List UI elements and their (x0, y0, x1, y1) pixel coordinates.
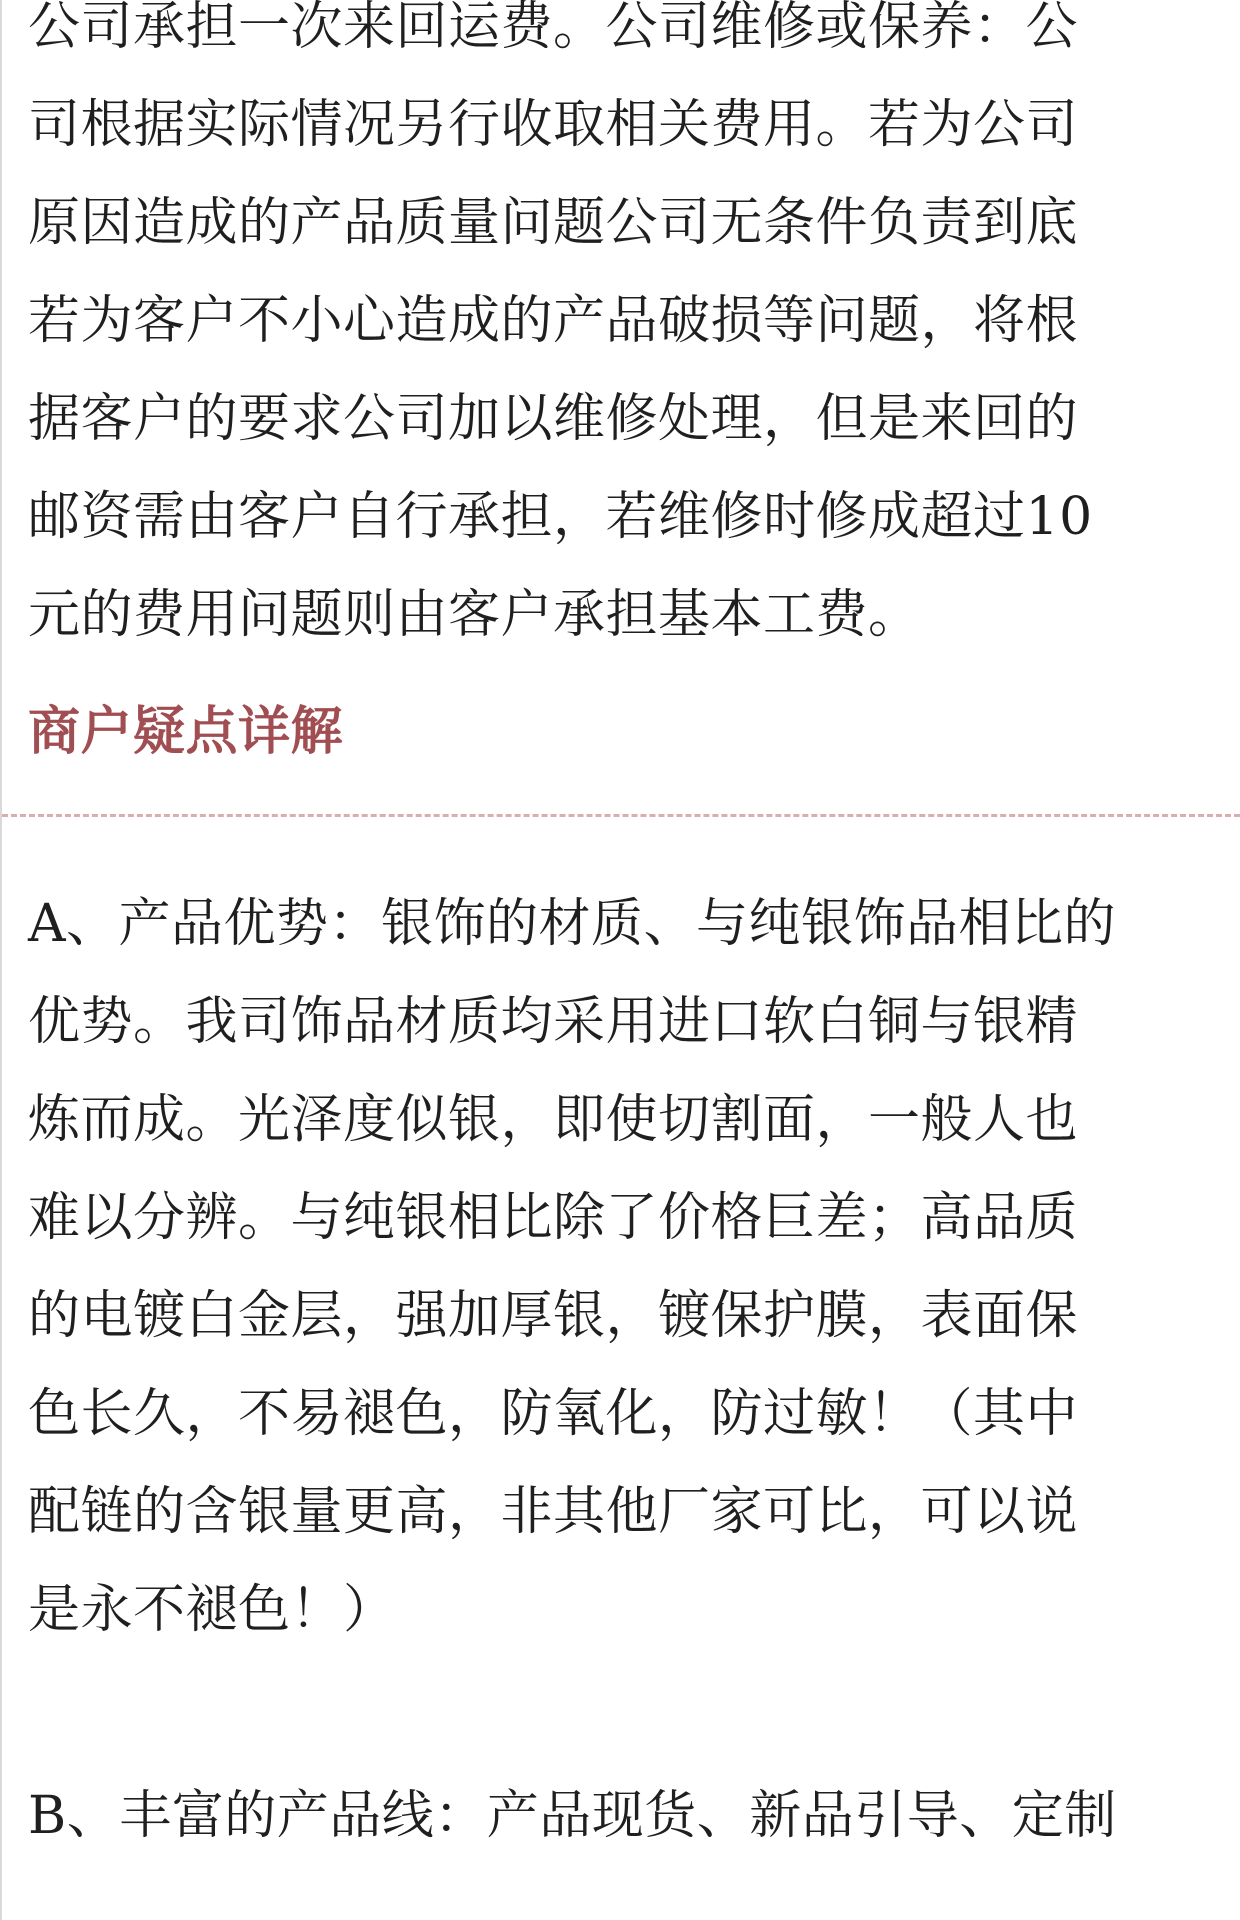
text-line: 元的费用问题则由客户承担基本工费。 (28, 585, 921, 645)
dashed-divider (2, 814, 1240, 817)
document-content (28, 0, 1200, 1865)
text-line: 优势。我司饰品材质均采用进口软白铜与银精 (28, 992, 1079, 1052)
paragraph-product-line (28, 1767, 1200, 1865)
text-line: 公司承担一次来回运费。公司维修或保养：公 (28, 0, 1079, 57)
text-line: A、产品优势：银饰的材质、与纯银饰品相比的 (28, 894, 1117, 954)
text-line: 炼而成。光泽度似银，即使切割面，一般人也 (28, 1090, 1079, 1150)
paragraph-product-advantage (28, 875, 1200, 1659)
text-line: 若为客户不小心造成的产品破损等问题，将根 (28, 291, 1079, 351)
text-line: 的电镀白金层，强加厚银，镀保护膜，表面保 (28, 1286, 1079, 1346)
section-title: 商户疑点详解 (28, 701, 344, 762)
text-line: 原因造成的产品质量问题公司无条件负责到底 (28, 193, 1079, 253)
intro-paragraph (28, 0, 1200, 664)
text-line: 配链的含银量更高，非其他厂家可比，可以说 (28, 1482, 1079, 1542)
text-line: 邮资需由客户自行承担，若维修时修成超过10 (28, 487, 1093, 547)
text-line: 据客户的要求公司加以维修处理，但是来回的 (28, 389, 1079, 449)
text-line: B、丰富的产品线：产品现货、新品引导、定制 (28, 1786, 1117, 1846)
text-line: 司根据实际情况另行收取相关费用。若为公司 (28, 95, 1079, 155)
text-line: 是永不褪色！） (28, 1580, 396, 1640)
text-line: 色长久，不易褪色，防氧化，防过敏！（其中 (28, 1384, 1079, 1444)
text-line: 难以分辨。与纯银相比除了价格巨差；高品质 (28, 1188, 1079, 1248)
